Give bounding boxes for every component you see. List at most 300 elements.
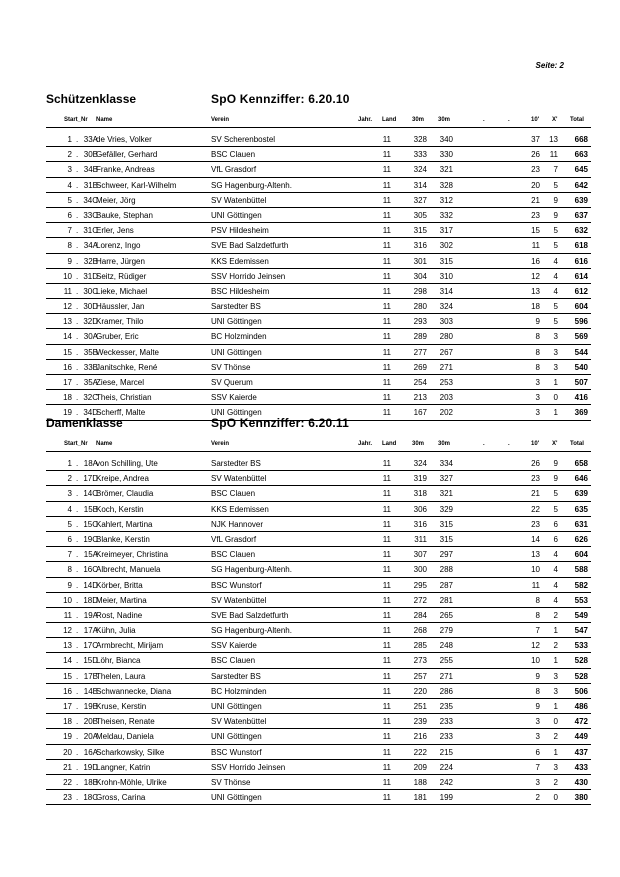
score-30m-2-cell: 286: [439, 686, 453, 696]
score-30m-2-cell: 203: [439, 393, 453, 403]
rank-cell: 19: [63, 408, 72, 418]
start-nr-cell: 17D: [83, 474, 98, 484]
score-30m-2-cell: 312: [439, 195, 453, 205]
rank-dot: .: [76, 165, 79, 175]
score-30m-1-cell: 328: [413, 135, 427, 144]
rank-cell: 6: [67, 210, 72, 220]
rank-cell: 14: [63, 332, 72, 342]
club-cell: SV Scherenbostel: [211, 135, 276, 144]
rank-dot: .: [76, 135, 79, 144]
total-cell: 430: [574, 777, 588, 787]
col-tens: 10': [531, 441, 540, 447]
x-count-cell: 1: [553, 656, 558, 666]
tens-cell: 13: [531, 550, 540, 560]
rank-cell: 2: [67, 150, 72, 160]
land-cell: 11: [382, 378, 391, 387]
name-cell: Janitschke, René: [96, 362, 158, 372]
rank-cell: 21: [63, 762, 72, 772]
x-count-cell: 2: [553, 610, 558, 620]
club-cell: UNI Göttingen: [211, 702, 262, 711]
rank-cell: 3: [67, 165, 72, 175]
name-cell: Armbrecht, Mirijam: [96, 641, 164, 651]
rank-dot: .: [76, 150, 79, 160]
land-cell: 11: [382, 656, 391, 666]
column-header-row: [46, 116, 591, 126]
rank-cell: 19: [63, 732, 72, 742]
table-row: [46, 638, 591, 653]
start-nr-cell: 14C: [83, 489, 98, 499]
rank-cell: 15: [63, 671, 72, 681]
start-nr-cell: 17A: [83, 626, 98, 636]
start-nr-cell: 15A: [83, 550, 98, 560]
rank-dot: .: [76, 610, 79, 620]
club-cell: BSC Wunstorf: [211, 747, 262, 757]
rank-dot: .: [76, 332, 79, 342]
rank-dot: .: [76, 732, 79, 742]
rank-cell: 17: [63, 378, 72, 387]
name-cell: Rost, Nadine: [96, 610, 143, 620]
table-row: [46, 254, 591, 269]
score-30m-1-cell: 209: [413, 762, 427, 772]
total-cell: 637: [574, 210, 588, 220]
x-count-cell: 3: [553, 762, 558, 772]
rank-cell: 13: [63, 641, 72, 651]
table-row: [46, 775, 591, 790]
score-30m-1-cell: 277: [413, 347, 427, 357]
score-30m-2-cell: 321: [439, 489, 453, 499]
score-30m-1-cell: 251: [413, 702, 427, 711]
club-cell: SG Hagenburg-Altenh.: [211, 626, 292, 636]
club-cell: SSV Kaierde: [211, 393, 257, 403]
rank-dot: .: [76, 626, 79, 636]
x-count-cell: 1: [553, 747, 558, 757]
tens-cell: 11: [531, 580, 540, 590]
total-cell: 544: [574, 347, 588, 357]
score-30m-2-cell: 279: [439, 626, 453, 636]
table-row: [46, 238, 591, 253]
start-nr-cell: 33C: [83, 210, 98, 220]
land-cell: 11: [382, 565, 391, 575]
tens-cell: 23: [531, 474, 540, 484]
total-cell: 588: [574, 565, 588, 575]
rank-dot: .: [76, 489, 79, 499]
col-dot-1: .: [483, 117, 485, 123]
rank-dot: .: [76, 459, 79, 468]
name-cell: Gross, Carina: [96, 793, 146, 803]
club-cell: UNI Göttingen: [211, 347, 262, 357]
club-cell: UNI Göttingen: [211, 408, 262, 418]
start-nr-cell: 18D: [83, 595, 98, 605]
start-nr-cell: 14B: [83, 686, 98, 696]
rank-dot: .: [76, 256, 79, 266]
rank-dot: .: [76, 793, 79, 803]
tens-cell: 37: [531, 135, 540, 144]
rank-dot: .: [76, 519, 79, 529]
start-nr-cell: 32C: [83, 393, 98, 403]
score-30m-1-cell: 216: [413, 732, 427, 742]
land-cell: 11: [382, 226, 391, 236]
land-cell: 11: [382, 580, 391, 590]
column-header-row: [46, 440, 591, 450]
rank-cell: 18: [63, 393, 72, 403]
score-30m-2-cell: 215: [439, 747, 453, 757]
col-verein: Verein: [211, 441, 230, 447]
name-cell: Theis, Christian: [96, 393, 152, 403]
score-30m-2-cell: 327: [439, 474, 453, 484]
x-count-cell: 5: [553, 504, 558, 514]
score-30m-2-cell: 310: [439, 271, 453, 281]
total-cell: 612: [574, 286, 588, 296]
start-nr-cell: 34C: [83, 195, 98, 205]
rank-cell: 10: [63, 271, 72, 281]
club-cell: NJK Hannover: [211, 519, 264, 529]
table-row: [46, 284, 591, 299]
start-nr-cell: 30D: [83, 302, 98, 312]
x-count-cell: 9: [553, 195, 558, 205]
total-cell: 528: [574, 671, 588, 681]
rank-dot: .: [76, 747, 79, 757]
rank-cell: 8: [67, 241, 72, 251]
table-row: [46, 132, 591, 147]
score-30m-1-cell: 285: [413, 641, 427, 651]
score-30m-2-cell: 314: [439, 286, 453, 296]
rank-dot: .: [76, 717, 79, 727]
land-cell: 11: [382, 165, 391, 175]
land-cell: 11: [382, 717, 391, 727]
table-row: [46, 745, 591, 760]
land-cell: 11: [382, 777, 391, 787]
club-cell: Sarstedter BS: [211, 671, 261, 681]
score-30m-2-cell: 302: [439, 241, 453, 251]
total-cell: 658: [574, 459, 588, 468]
start-nr-cell: 30B: [83, 150, 98, 160]
page-number: Seite: 2: [535, 61, 564, 70]
rank-dot: .: [76, 656, 79, 666]
tens-cell: 12: [531, 641, 540, 651]
start-nr-cell: 19A: [83, 610, 98, 620]
table-row: [46, 547, 591, 562]
start-nr-cell: 32D: [83, 317, 98, 327]
total-cell: 616: [574, 256, 588, 266]
x-count-cell: 6: [553, 534, 558, 544]
land-cell: 11: [382, 641, 391, 651]
col-name: Name: [96, 117, 113, 123]
start-nr-cell: 34B: [83, 165, 98, 175]
name-cell: Albrecht, Manuela: [96, 565, 161, 575]
total-cell: 645: [574, 165, 588, 175]
rank-dot: .: [76, 504, 79, 514]
club-cell: SV Thönse: [211, 362, 251, 372]
score-30m-1-cell: 167: [413, 408, 427, 418]
club-cell: UNI Göttingen: [211, 732, 262, 742]
col-30m-2: 30m: [438, 441, 451, 447]
total-cell: 553: [574, 595, 588, 605]
rank-cell: 12: [63, 302, 72, 312]
section-code: SpO Kennziffer: 6.20.11: [211, 416, 349, 430]
x-count-cell: 4: [553, 271, 558, 281]
x-count-cell: 3: [553, 332, 558, 342]
score-30m-2-cell: 303: [439, 317, 453, 327]
rank-cell: 4: [67, 504, 72, 514]
land-cell: 11: [382, 195, 391, 205]
score-30m-2-cell: 233: [439, 732, 453, 742]
score-30m-1-cell: 220: [413, 686, 427, 696]
land-cell: 11: [382, 459, 391, 468]
club-cell: BSC Clauen: [211, 656, 256, 666]
start-nr-cell: 19C: [83, 534, 98, 544]
score-30m-1-cell: 306: [413, 504, 427, 514]
rank-dot: .: [76, 595, 79, 605]
score-30m-1-cell: 273: [413, 656, 427, 666]
club-cell: BC Holzminden: [211, 332, 267, 342]
table-row: [46, 760, 591, 775]
tens-cell: 9: [535, 317, 540, 327]
table-row: [46, 375, 591, 390]
land-cell: 11: [382, 610, 391, 620]
score-30m-1-cell: 188: [413, 777, 427, 787]
table-row: [46, 178, 591, 193]
rank-cell: 22: [63, 777, 72, 787]
tens-cell: 26: [531, 459, 540, 468]
x-count-cell: 4: [553, 256, 558, 266]
table-row: [46, 699, 591, 714]
rank-dot: .: [76, 686, 79, 696]
score-30m-1-cell: 316: [413, 241, 427, 251]
x-count-cell: 5: [553, 180, 558, 190]
rank-dot: .: [76, 317, 79, 327]
name-cell: Meldau, Daniela: [96, 732, 154, 742]
table-row: [46, 390, 591, 405]
rank-dot: .: [76, 226, 79, 236]
land-cell: 11: [382, 408, 391, 418]
land-cell: 11: [382, 519, 391, 529]
table-row: [46, 208, 591, 223]
x-count-cell: 6: [553, 519, 558, 529]
rank-dot: .: [76, 534, 79, 544]
x-count-cell: 9: [553, 210, 558, 220]
tens-cell: 8: [535, 686, 540, 696]
score-30m-1-cell: 272: [413, 595, 427, 605]
start-nr-cell: 18A: [83, 459, 98, 468]
table-row: [46, 299, 591, 314]
total-cell: 639: [574, 195, 588, 205]
table-row: [46, 223, 591, 238]
col-dot-1: .: [483, 441, 485, 447]
total-cell: 639: [574, 489, 588, 499]
score-30m-2-cell: 235: [439, 702, 453, 711]
header-divider: [46, 127, 591, 128]
name-cell: Weckesser, Malte: [96, 347, 159, 357]
score-30m-2-cell: 224: [439, 762, 453, 772]
rank-cell: 11: [63, 610, 72, 620]
club-cell: UNI Göttingen: [211, 210, 262, 220]
name-cell: Gefäller, Gerhard: [96, 150, 158, 160]
start-nr-cell: 34A: [83, 241, 98, 251]
land-cell: 11: [382, 747, 391, 757]
land-cell: 11: [382, 550, 391, 560]
club-cell: BSC Clauen: [211, 150, 256, 160]
total-cell: 369: [574, 408, 588, 418]
tens-cell: 7: [535, 762, 540, 772]
score-30m-2-cell: 242: [439, 777, 453, 787]
col-verein: Verein: [211, 117, 230, 123]
score-30m-2-cell: 288: [439, 565, 453, 575]
start-nr-cell: 31C: [83, 226, 98, 236]
rank-cell: 1: [67, 459, 72, 468]
total-cell: 663: [574, 150, 588, 160]
club-cell: VfL Grasdorf: [211, 165, 257, 175]
rank-dot: .: [76, 195, 79, 205]
rank-dot: .: [76, 762, 79, 772]
x-count-cell: 0: [553, 793, 558, 803]
score-30m-1-cell: 213: [413, 393, 427, 403]
x-count-cell: 2: [553, 641, 558, 651]
rank-cell: 1: [67, 135, 72, 144]
land-cell: 11: [382, 762, 391, 772]
score-30m-1-cell: 307: [413, 550, 427, 560]
section-title: Damenklasse: [46, 416, 123, 430]
rank-cell: 5: [67, 195, 72, 205]
name-cell: Schwannecke, Diana: [96, 686, 172, 696]
score-30m-2-cell: 315: [439, 519, 453, 529]
table-row: [46, 684, 591, 699]
col-dot-2: .: [508, 117, 510, 123]
land-cell: 11: [382, 362, 391, 372]
name-cell: Langner, Katrin: [96, 762, 151, 772]
start-nr-cell: 19B: [83, 702, 98, 711]
land-cell: 11: [382, 241, 391, 251]
x-count-cell: 4: [553, 595, 558, 605]
score-30m-1-cell: 289: [413, 332, 427, 342]
tens-cell: 16: [531, 256, 540, 266]
table-row: [46, 456, 591, 471]
start-nr-cell: 17C: [83, 641, 98, 651]
land-cell: 11: [382, 702, 391, 711]
score-30m-2-cell: 315: [439, 256, 453, 266]
tens-cell: 20: [531, 180, 540, 190]
table-row: [46, 314, 591, 329]
rank-dot: .: [76, 362, 79, 372]
start-nr-cell: 31D: [83, 271, 98, 281]
land-cell: 11: [382, 671, 391, 681]
rank-cell: 13: [63, 317, 72, 327]
col-x: X': [552, 441, 558, 447]
total-cell: 528: [574, 656, 588, 666]
name-cell: Kruse, Kerstin: [96, 702, 147, 711]
score-30m-2-cell: 328: [439, 180, 453, 190]
x-count-cell: 9: [553, 474, 558, 484]
tens-cell: 15: [531, 226, 540, 236]
rank-dot: .: [76, 271, 79, 281]
rank-cell: 23: [63, 793, 72, 803]
total-cell: 506: [574, 686, 588, 696]
start-nr-cell: 34D: [83, 408, 98, 418]
score-30m-1-cell: 324: [413, 459, 427, 468]
name-cell: Krohn-Möhle, Ulrike: [96, 777, 167, 787]
x-count-cell: 1: [553, 626, 558, 636]
name-cell: Erler, Jens: [96, 226, 134, 236]
table-row: [46, 669, 591, 684]
rank-cell: 5: [67, 519, 72, 529]
col-land: Land: [382, 117, 397, 123]
table-row: [46, 193, 591, 208]
land-cell: 11: [382, 302, 391, 312]
total-cell: 547: [574, 626, 588, 636]
score-30m-1-cell: 311: [414, 534, 427, 544]
name-cell: Kreimeyer, Christina: [96, 550, 169, 560]
col-total: Total: [570, 441, 584, 447]
club-cell: BSC Hildesheim: [211, 286, 270, 296]
rank-cell: 16: [63, 362, 72, 372]
x-count-cell: 1: [553, 378, 558, 387]
club-cell: BSC Clauen: [211, 550, 256, 560]
score-30m-2-cell: 267: [439, 347, 453, 357]
name-cell: Meier, Martina: [96, 595, 147, 605]
total-cell: 533: [574, 641, 588, 651]
section-header: [46, 416, 591, 434]
x-count-cell: 4: [553, 565, 558, 575]
x-count-cell: 9: [553, 459, 558, 468]
rank-dot: .: [76, 702, 79, 711]
x-count-cell: 2: [553, 732, 558, 742]
total-cell: 618: [574, 241, 588, 251]
tens-cell: 26: [531, 150, 540, 160]
score-30m-2-cell: 340: [439, 135, 453, 144]
score-30m-2-cell: 324: [439, 302, 453, 312]
table-row: [46, 471, 591, 486]
score-30m-2-cell: 315: [439, 534, 453, 544]
club-cell: UNI Göttingen: [211, 793, 262, 803]
total-cell: 472: [574, 717, 588, 727]
club-cell: SSV Horrido Jeinsen: [211, 762, 286, 772]
x-count-cell: 1: [553, 702, 558, 711]
name-cell: de Vries, Volker: [96, 135, 152, 144]
score-30m-2-cell: 271: [439, 362, 453, 372]
results-table: [46, 132, 591, 421]
col-30m-1: 30m: [412, 117, 425, 123]
tens-cell: 8: [535, 347, 540, 357]
rank-dot: .: [76, 286, 79, 296]
name-cell: Häussler, Jan: [96, 302, 145, 312]
name-cell: Franke, Andreas: [96, 165, 155, 175]
rank-cell: 20: [63, 747, 72, 757]
tens-cell: 7: [535, 626, 540, 636]
land-cell: 11: [382, 732, 391, 742]
score-30m-2-cell: 332: [439, 210, 453, 220]
table-row: [46, 162, 591, 177]
tens-cell: 3: [535, 777, 540, 787]
tens-cell: 9: [535, 671, 540, 681]
score-30m-1-cell: 316: [413, 519, 427, 529]
score-30m-1-cell: 295: [413, 580, 427, 590]
score-30m-1-cell: 239: [413, 717, 427, 727]
club-cell: Sarstedter BS: [211, 459, 261, 468]
land-cell: 11: [382, 150, 391, 160]
total-cell: 549: [574, 610, 588, 620]
rank-cell: 9: [67, 256, 72, 266]
club-cell: SV Querum: [211, 378, 253, 387]
score-30m-1-cell: 300: [413, 565, 427, 575]
results-table: [46, 456, 591, 805]
score-30m-2-cell: 255: [439, 656, 453, 666]
tens-cell: 21: [531, 489, 540, 499]
table-row: [46, 502, 591, 517]
score-30m-1-cell: 222: [413, 747, 427, 757]
total-cell: 632: [574, 226, 588, 236]
start-nr-cell: 33A: [83, 135, 98, 144]
x-count-cell: 1: [553, 408, 558, 418]
tens-cell: 8: [535, 362, 540, 372]
